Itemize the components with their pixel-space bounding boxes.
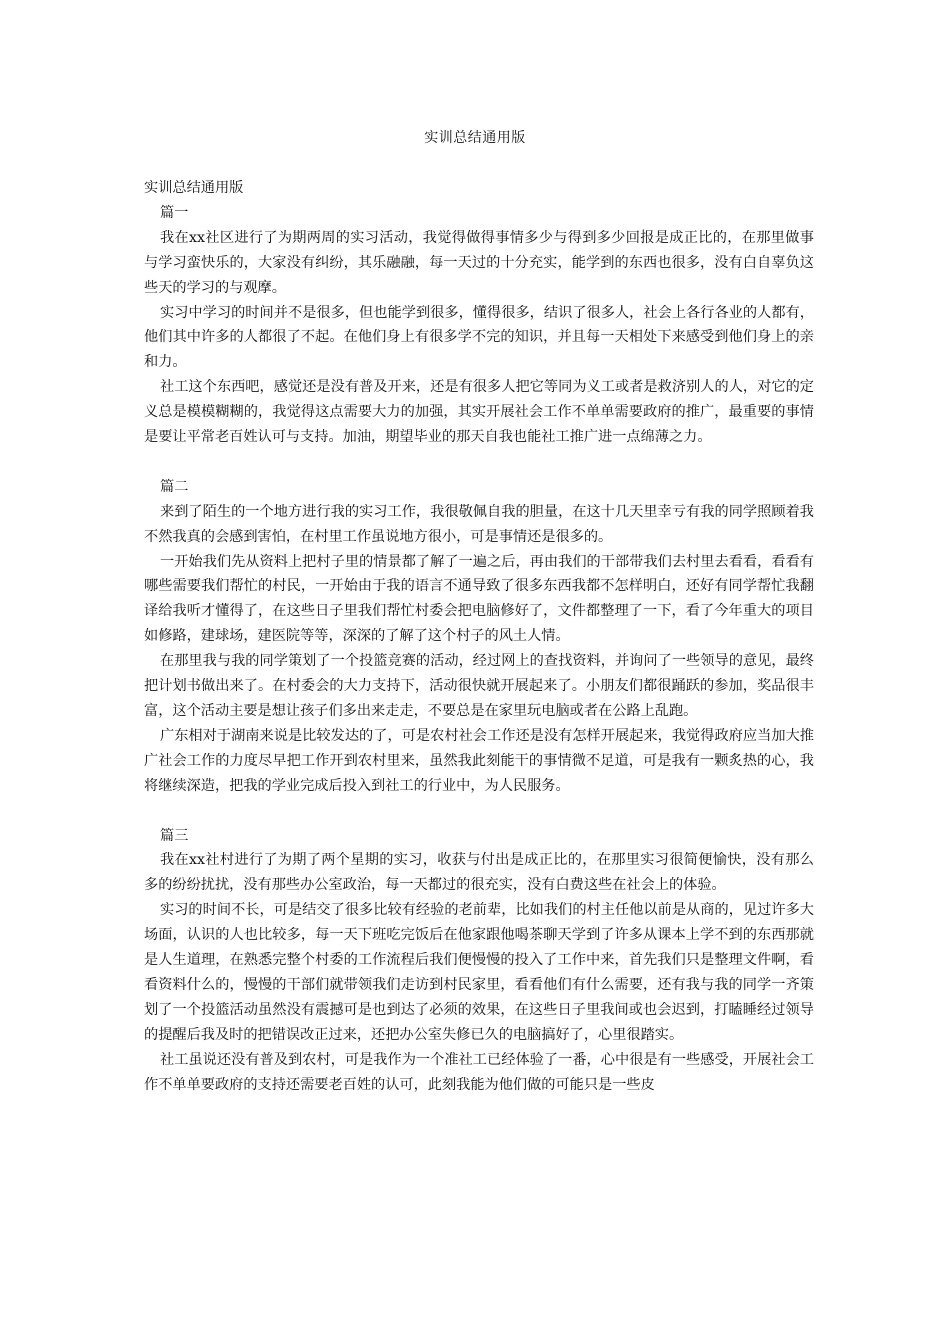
- paragraph: 一开始我们先从资料上把村子里的情景都了解了一遍之后，再由我们的干部带我们去村里去看看，看看有哪些需要我们帮忙的村民，一开始由于我的语言不通导致了很多东西我都不怎样明白，还好有同学帮忙我翻译给我听才懂得了，在这些日子里我们帮忙村委会把电脑修好了，文件都整理了一下，看了今年重大的项目如修路，建球场，建医院等等，深深的了解了这个村子的风土人情。: [144, 553, 814, 645]
- paragraph: 广东相对于湖南来说是比较发达的了，可是农村社会工作还是没有怎样开展起来，我觉得政府应当加大推广社会工作的力度尽早把工作开到农村里来，虽然我此刻能干的事情微不足道，可是我有一颗炙热的心，我将继续深造，把我的学业完成后投入到社工的行业中，为人民服务。: [144, 727, 814, 794]
- paragraph: 社工虽说还没有普及到农村，可是我作为一个准社工已经体验了一番，心中很是有一些感受，开展社会工作不单单要政府的支持还需要老百姓的认可，此刻我能为他们做的可能只是一些皮: [144, 1051, 814, 1093]
- section-label-2: 篇二: [160, 478, 189, 495]
- section-spacer: [144, 450, 814, 475]
- document-body: [144, 176, 814, 1098]
- paragraph: 我在xx社区进行了为期两周的实习活动，我觉得做得事情多少与得到多少回报是成正比的，在那里做事与学习蛮快乐的，大家没有纠纷，其乐融融，每一天过的十分充实，能学到的东西也很多，没有白自辜负这些天的学习的与观摩。: [144, 229, 814, 296]
- paragraph: 在那里我与我的同学策划了一个投篮竞赛的活动，经过网上的查找资料，并询问了一些领导的意见，最终把计划书做出来了。在村委会的大力支持下，活动很快就开展起来了。小朋友们都很踊跃的参加，奖品很丰富，这个活动主要是想让孩子们多出来走走，不要总是在家里玩电脑或者在公路上乱跑。: [144, 653, 814, 720]
- paragraph: 实习的时间不长，可是结交了很多比较有经验的老前辈，比如我们的村主任他以前是从商的，见过许多大场面，认识的人也比较多，每一天下班吃完饭后在他家跟他喝茶聊天学到了许多从课本上学不到的东西那就是人生道理，在熟悉完整个村委的工作流程后我们便慢慢的投入了工作中来，首先我们只是整理文件啊，看看资料什么的，慢慢的干部们就带领我们走访到村民家里，看看他们有什么需要，还有我与我的同学一齐策划了一个投篮活动虽然没有震撼可是也到达了必须的效果，在这些日子里我间或也会迟到，打瞌睡经过领导的提醒后我及时的把错误改正过来，还把办公室失修已久的电脑搞好了，心里很踏实。: [144, 902, 814, 1043]
- paragraph: 我在xx社村进行了为期了两个星期的实习，收获与付出是成正比的，在那里实习很简便愉快，没有那么多的纷纷扰扰，没有那些办公室政治，每一天都过的很充实，没有白费这些在社会上的体验。: [144, 852, 814, 894]
- section-label-3: 篇三: [160, 827, 189, 844]
- paragraph: 社工这个东西吧，感觉还是没有普及开来，还是有很多人把它等同为义工或者是救济别人的人，对它的定义总是模模糊糊的，我觉得这点需要大力的加强，其实开展社会工作不单单需要政府的推广，最重要的事情是要让平常老百姓认可与支持。加油，期望毕业的那天自我也能社工推广进一点绵薄之力。: [144, 379, 814, 446]
- paragraph: 实习中学习的时间并不是很多，但也能学到很多，懂得很多，结识了很多人，社会上各行各业的人都有，他们其中许多的人都很了不起。在他们身上有很多学不完的知识，并且每一天相处下来感受到他们身上的亲和力。: [144, 304, 814, 371]
- section-label-1: 篇一: [160, 204, 189, 221]
- document-title: 实训总结通用版: [424, 130, 526, 146]
- paragraph: 来到了陌生的一个地方进行我的实习工作，我很敬佩自我的胆量，在这十几天里幸亏有我的同学照顾着我不然我真的会感到害怕，在村里工作虽说地方很小，可是事情还是很多的。: [144, 503, 814, 545]
- body-heading: 实训总结通用版: [144, 180, 244, 196]
- section-spacer: [144, 799, 814, 824]
